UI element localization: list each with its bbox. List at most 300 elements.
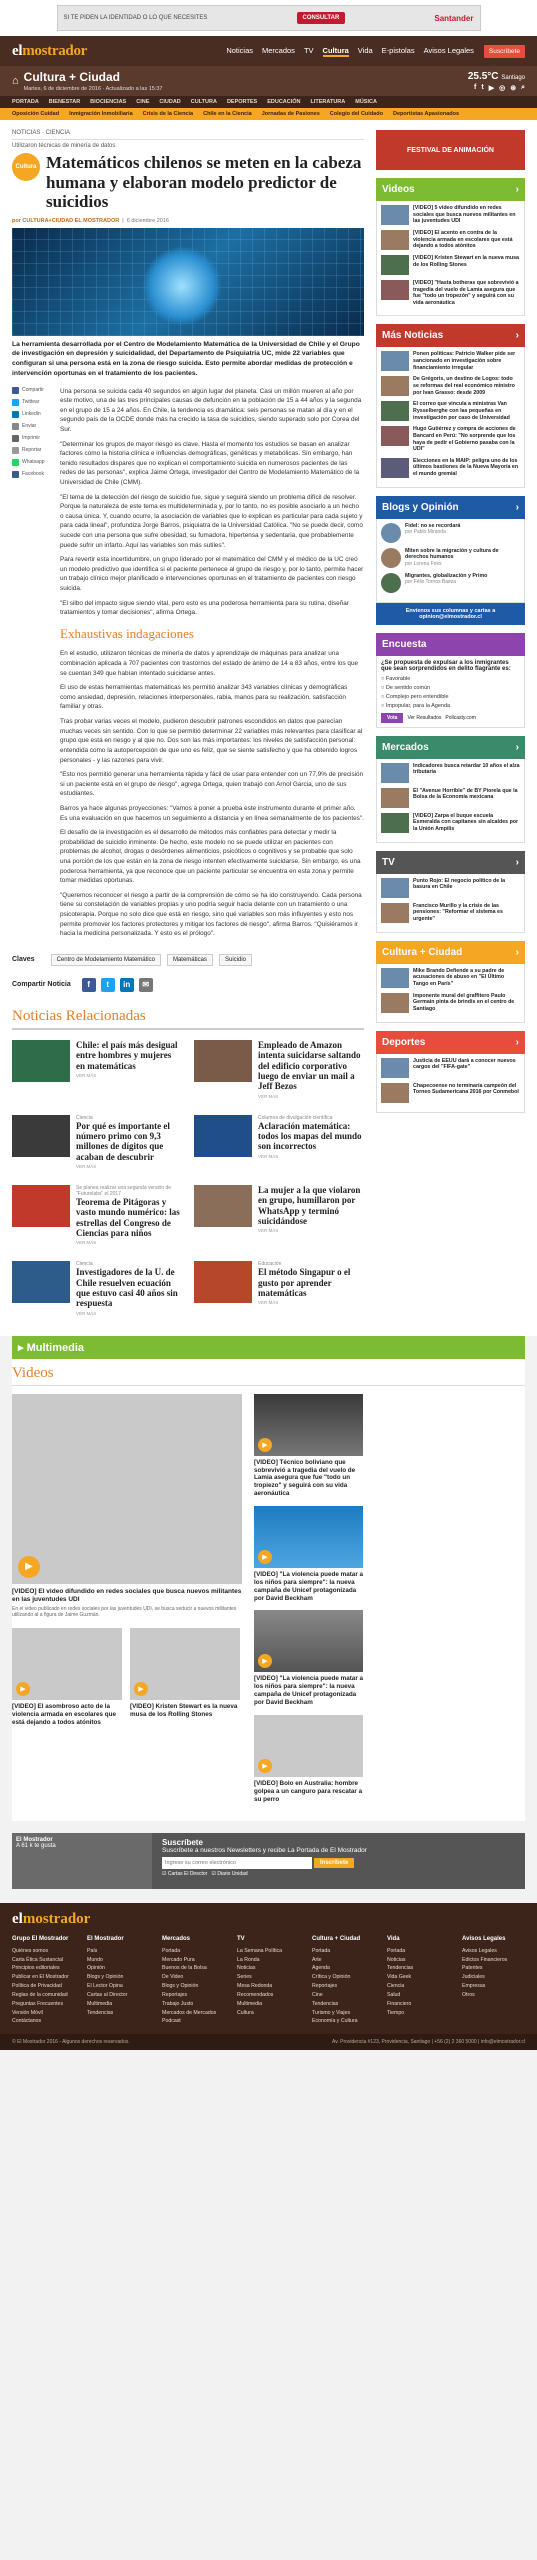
sidebar-thumbnail[interactable] — [381, 230, 409, 250]
footer-link[interactable]: Quiénes somos — [12, 1947, 49, 1954]
footer-link[interactable]: Empresas — [462, 1983, 486, 1990]
section-nav-item[interactable]: CIUDAD — [159, 99, 181, 105]
poll-option[interactable]: ○ Complejo pero entendible — [381, 693, 449, 700]
top-ad[interactable] — [0, 0, 537, 36]
sidebar-item[interactable] — [381, 280, 520, 306]
sidebar-item[interactable] — [381, 1058, 520, 1078]
related-thumbnail[interactable] — [12, 1040, 70, 1082]
share-item[interactable] — [12, 471, 52, 478]
article-paragraph: En el estudio, utilizaron técnicas de minería de datos y aprendizaje de máquinas para analizar una combinación aplicada a 707 pacientes con trastornos del estado de ánimo de 14 a 83 años, entre los que se cuentan 349 que habían intentado suicidarse antes. — [60, 650, 359, 677]
share-label: Twittear — [22, 399, 40, 406]
share-label: Reportar — [22, 447, 42, 454]
footer-link[interactable]: Publicar en El Mostrador — [12, 1974, 69, 1981]
nav-item-2[interactable]: TV — [303, 45, 314, 55]
footer-link[interactable]: Noticias — [387, 1956, 406, 1963]
footer-link[interactable]: Noticias — [237, 1965, 256, 1972]
share-item[interactable] — [12, 435, 52, 442]
share-label: Linkedin — [22, 411, 41, 418]
related-title-link[interactable]: Por qué es importante el número primo con 9,3 millones de dígitos que acaban de descubrir — [76, 1120, 170, 1162]
footer-column-title[interactable]: Vida — [387, 1936, 400, 1943]
nav-item-3[interactable]: Cultura — [322, 45, 349, 55]
footer-link[interactable]: Financiero — [387, 2000, 412, 2007]
share-icon[interactable] — [12, 447, 19, 454]
footer-link[interactable]: Tiempo — [387, 2009, 405, 2016]
section-nav-item[interactable]: EDUCACIÓN — [267, 99, 301, 105]
footer-link[interactable]: La Ronda — [237, 1956, 260, 1963]
sidebar-thumbnail[interactable] — [381, 788, 409, 808]
footer-link[interactable]: Versión Móvil — [12, 2009, 43, 2016]
share-item[interactable] — [12, 411, 52, 418]
share-icon[interactable] — [12, 435, 19, 442]
footer-column-title[interactable]: Cultura + Ciudad — [312, 1936, 361, 1943]
multimedia-section — [12, 1336, 525, 1822]
instagram-icon[interactable]: ◎ — [499, 84, 506, 92]
weather — [468, 71, 525, 92]
footer-link[interactable]: Judiciales — [462, 1974, 485, 1981]
sidebar-item[interactable] — [381, 1083, 520, 1103]
sidebar-item[interactable] — [381, 878, 520, 898]
sidebar-thumbnail[interactable] — [381, 458, 409, 478]
related-title-link[interactable]: Aclaración matemática: todos los mapas del mundo son incorrectos — [258, 1120, 362, 1152]
sidebar-thumbnail[interactable] — [381, 1058, 409, 1078]
related-item[interactable] — [12, 1185, 182, 1245]
festival-banner[interactable]: FESTIVAL DE ANIMACIÓN — [376, 130, 525, 170]
sidebar-item-title[interactable]: Elecciones en la MAIP: peligra uno de los últimos bastiones de la Nueva Mayoría en el mundo gremial — [413, 457, 519, 478]
nav-item-0[interactable]: Noticias — [226, 45, 253, 55]
related-thumbnail[interactable] — [12, 1261, 70, 1303]
share-icon[interactable] — [12, 423, 19, 430]
tv-widget-title: TV › — [376, 851, 525, 874]
footer-link[interactable]: Carta Ética Sustancial — [12, 1956, 64, 1963]
twitter-share-icon[interactable]: t — [101, 978, 115, 992]
sidebar-item[interactable] — [381, 255, 520, 275]
footer-link[interactable]: Tendencias — [87, 2009, 114, 2016]
main-video[interactable] — [12, 1394, 242, 1584]
sidebar-item[interactable] — [381, 903, 520, 923]
related-item[interactable] — [12, 1040, 182, 1099]
footer-link[interactable]: Preguntas Frecuentes — [12, 2000, 64, 2007]
footer-link[interactable]: Recomendados — [237, 1991, 274, 1998]
newsletter-title: Suscríbete — [162, 1838, 203, 1848]
sidebar-item-title[interactable]: De Grégoris, un destino de Logos: todo se reformas del real económico ministro por Ivan Grasso: desde 2009 — [413, 376, 515, 396]
sidebar-thumbnail[interactable] — [381, 1083, 409, 1103]
sidebar-item-title[interactable]: Francisco Murillo y la crisis de las pensiones: "Reformar el sistema es urgente" — [413, 902, 503, 923]
twitter-icon[interactable]: t — [481, 83, 484, 91]
footer-link[interactable]: Trabajo Justo — [162, 2000, 194, 2007]
results-link[interactable]: Ver Resultados — [407, 714, 442, 721]
footer-link[interactable]: Mundo — [87, 1956, 103, 1963]
sidebar-thumbnail[interactable] — [381, 401, 409, 421]
noticias-widget-title: Más Noticias › — [376, 324, 525, 347]
footer-link[interactable]: País — [87, 1947, 98, 1954]
sidebar-item-title[interactable]: [VIDEO] Zarpa el buque escuela Esmeralda con capitanes sin alcaldes por la Unión Ampilis — [413, 812, 519, 833]
poll-option-label: Impopular, para la Agenda — [385, 702, 451, 709]
mercados-widget-title: Mercados › — [376, 736, 525, 759]
blog-avatar[interactable] — [381, 548, 401, 568]
related-title-link[interactable]: El método Singapur o el gusto por aprender matemáticas — [258, 1267, 351, 1299]
sidebar-item[interactable] — [381, 813, 520, 833]
related-more-link[interactable]: VER MÁS — [76, 1072, 97, 1078]
sidebar-item[interactable] — [381, 458, 520, 478]
footer-link[interactable]: Multimedia — [87, 2000, 113, 2007]
related-item[interactable] — [194, 1115, 364, 1169]
newsletter-opt-2[interactable]: Diario Unidad — [217, 1871, 248, 1878]
footer-link[interactable]: Mercados de Mercados — [162, 2009, 217, 2016]
video-caption[interactable]: [VIDEO] Bolo en Australia: hombre golpea a un canguro para rescatar a su perro — [254, 1779, 363, 1803]
footer-column-title[interactable]: Mercados — [162, 1936, 191, 1943]
footer-link[interactable]: Portada — [312, 1947, 331, 1954]
section-nav — [0, 96, 537, 108]
play-icon[interactable]: ▶ — [258, 1550, 272, 1564]
share-icon[interactable] — [12, 399, 19, 406]
section-nav-item[interactable]: BIENESTAR — [48, 99, 81, 105]
blog-author[interactable]: por Pablo Miranda — [405, 529, 446, 536]
footer-column-title[interactable]: Grupo El Mostrador — [12, 1936, 69, 1943]
facebook-icon[interactable]: f — [474, 83, 477, 91]
sidebar-thumbnail[interactable] — [381, 376, 409, 396]
sidebar-thumbnail[interactable] — [381, 813, 409, 833]
sidebar-item[interactable] — [381, 426, 520, 452]
footer-link[interactable]: El Lector Opina — [87, 1983, 123, 1990]
poll-option[interactable]: ○ Favorable — [381, 675, 411, 682]
footer-link[interactable]: De Video — [162, 1974, 184, 1981]
blog-avatar[interactable] — [381, 573, 401, 593]
footer-link[interactable]: Blogs y Opinión — [87, 1974, 124, 1981]
blogs-widget-title: Blogs y Opinión › — [376, 496, 525, 519]
footer-link[interactable]: Patentes — [462, 1965, 483, 1972]
footer-link[interactable]: Blogs y Opinión — [162, 1983, 199, 1990]
sidebar-item[interactable] — [381, 968, 520, 988]
sidebar-item-title[interactable]: [VIDEO] "Hasta botheras que sobrevivió a tragedia del vuelo de Lamia asegura que fue "todo un tropezón" y seguirá con su vida aeronáutica — [413, 280, 519, 306]
footer-column — [387, 1934, 450, 2026]
sidebar-item[interactable] — [381, 788, 520, 808]
related-more-link[interactable]: VER MÁS — [258, 1153, 279, 1159]
blog-title[interactable]: Migrantes, globalización y Primo — [405, 572, 488, 579]
related-thumbnail[interactable] — [194, 1261, 252, 1303]
topic-nav-item[interactable]: Crisis de la Ciencia — [142, 111, 194, 117]
related-thumbnail[interactable] — [12, 1115, 70, 1157]
blog-item[interactable] — [381, 573, 520, 593]
footer-link[interactable]: Multimedia — [237, 2000, 263, 2007]
top-ad-banner[interactable] — [57, 5, 481, 31]
video-thumbnail[interactable] — [254, 1394, 363, 1456]
video-caption[interactable]: [VIDEO] Kristen Stewart es la nueva musa de los Rolling Stones — [130, 1702, 238, 1718]
subscribe-button[interactable]: Suscríbete — [484, 45, 525, 58]
related-thumbnail[interactable] — [194, 1185, 252, 1227]
chevron-icon: › — [515, 330, 519, 342]
sidebar-thumbnail[interactable] — [381, 993, 409, 1013]
video-caption[interactable]: [VIDEO] "La violencia puede matar a los niños para siempre": la nueva campaña de Unicef protagonizada por David Beckham — [254, 1675, 364, 1707]
email-share-icon[interactable]: ✉ — [139, 978, 153, 992]
footer-column-title[interactable]: Avisos Legales — [462, 1936, 506, 1943]
newsletter-box: Suscríbete Suscríbete a nuestros Newsletters y recibe La Portada de El Mostrador Ingrese su correo electrónicoInscríbete ☑ Cartas El Director ☑ Diario Unidad — [152, 1833, 525, 1889]
share-icon[interactable] — [12, 411, 19, 418]
footer-link[interactable]: Economía y Cultura — [312, 2018, 358, 2025]
footer-link[interactable]: Reglas de la comunidad — [12, 1991, 68, 1998]
site-logo[interactable] — [12, 43, 87, 60]
video-caption[interactable]: [VIDEO] "La violencia puede matar a los niños para siempre": la nueva campaña de Unicef protagonizada por David Beckham — [254, 1571, 364, 1602]
footer-link[interactable]: Mesa Redonda — [237, 1983, 273, 1990]
topic-nav-item[interactable]: Oposición Cuidad — [12, 111, 60, 117]
blogs-cta[interactable]: Envíenos sus columnas y cartas a opinion@elmostrador.cl — [376, 603, 525, 625]
video-thumbnail[interactable] — [254, 1610, 363, 1672]
footer-link[interactable]: Principios editoriales — [12, 1965, 60, 1972]
play-icon[interactable]: ▶ — [16, 1682, 30, 1696]
footer-link[interactable]: Reportajes — [312, 1983, 338, 1990]
sidebar-item[interactable] — [381, 401, 520, 421]
footer-link[interactable]: Series — [237, 1974, 252, 1981]
article-paragraph: Tras probar varias veces el modelo, pudieron descubrir patrones escondidos en datos que parecían muchas veces sin sentido. Con lo que se permitió determinar 22 variables más relevantes para clasificar al grupo que está en riesgo y al que no. Dos son las más importantes: los niveles de satisfacción personal: entendida como la autopercepción de que uno es feliz, que se siente satisfecho y que ha obtenido logros personales - y las razones para vivir. — [60, 718, 363, 764]
related-title-link[interactable]: Investigadores de la U. de Chile resuelven ecuación que estuvo casi 40 años sin respuesta — [76, 1267, 178, 1309]
blog-item[interactable] — [381, 523, 520, 543]
sidebar-thumbnail[interactable] — [381, 280, 409, 300]
breadcrumb[interactable]: NOTICIAS · CIENCIA — [12, 130, 364, 140]
blog-avatar[interactable] — [381, 523, 401, 543]
topic-nav-item[interactable]: Deportistas Apasionados — [392, 111, 460, 117]
share-item[interactable] — [12, 399, 52, 406]
related-more-link[interactable]: VER MÁS — [258, 1300, 279, 1306]
topic-nav-item[interactable]: Chile en la Ciencia — [203, 111, 252, 117]
deportes-widget — [376, 1031, 525, 1113]
main-video-caption[interactable]: [VIDEO] El video difundido en redes sociales que busca nuevos militantes en las juventudes UDI — [12, 1587, 242, 1603]
tag-link[interactable]: Matemáticas — [167, 954, 213, 966]
video-item[interactable] — [254, 1394, 363, 1498]
sidebar-thumbnail[interactable] — [381, 903, 409, 923]
category-badge[interactable]: Cultura — [12, 153, 40, 181]
sidebar-item-title[interactable]: Indicadores busca retardar 10 años el alza tributaria — [413, 762, 520, 776]
sidebar-item-title[interactable]: Punto Rojo: El negocio político de la basura en Chile — [413, 877, 506, 891]
newsletter-opt-1[interactable]: Cartas El Director — [167, 1871, 208, 1878]
section-nav-item[interactable]: MÚSICA — [355, 99, 377, 105]
related-category: Ciencia — [76, 1261, 93, 1268]
related-item[interactable] — [12, 1261, 182, 1315]
section-title[interactable]: Cultura + Ciudad — [23, 70, 120, 84]
footer-column-title[interactable]: El Mostrador — [87, 1936, 124, 1943]
sidebar-item-title[interactable]: Imponente mural del graffitero Paulo Germain pinta de brindis en el centro de Santiago — [413, 992, 515, 1013]
video-thumbnail[interactable] — [254, 1715, 363, 1777]
related-grid — [12, 1040, 364, 1316]
related-title-link[interactable]: Chile: el país más desigual entre hombres y mujeres en matemáticas — [76, 1039, 178, 1071]
social-links — [468, 84, 525, 92]
related-more-link[interactable]: VER MÁS — [76, 1163, 97, 1169]
sidebar-item-title[interactable]: Hugo Gutiérrez y compra de acciones de Bancard en Perú: "No sorprende que los haya de pedir el Gobierno pasaba con la UDI" — [413, 426, 516, 453]
footer-link[interactable]: Salud — [387, 1991, 401, 1998]
poll-option-label: De sentido común — [385, 684, 431, 691]
related-more-link[interactable]: VER MÁS — [258, 1228, 279, 1234]
sidebar-item-title[interactable]: Mike Brando Defiende a su padre de acusaciones de abuso en "El Último Tango en París" — [413, 967, 505, 988]
footer-link[interactable]: Cultura — [237, 2009, 254, 2016]
vote-button[interactable]: Vota — [381, 713, 403, 723]
facebook-share-icon[interactable]: f — [82, 978, 96, 992]
sidebar-item-title[interactable]: Justicia de EEUU dará a conocer nuevos cargos del "FIFA-gate" — [413, 1057, 516, 1071]
related-thumbnail[interactable] — [12, 1185, 70, 1227]
byline: por CULTURA+CIUDAD EL MOSTRADOR | 6 diciembre 2016 — [12, 217, 169, 224]
footer-link[interactable]: Vida Geek — [387, 1974, 412, 1981]
chevron-icon: › — [515, 184, 519, 195]
footer-link[interactable]: Ciencia — [387, 1983, 405, 1990]
related-thumbnail[interactable] — [194, 1115, 252, 1157]
share-item[interactable] — [12, 459, 52, 466]
ad-cta-button[interactable]: CONSULTAR — [297, 12, 346, 24]
home-icon[interactable]: ⌂ — [12, 75, 19, 87]
footer-link[interactable]: Otros — [462, 1991, 475, 1998]
video-thumbnail[interactable] — [254, 1506, 363, 1568]
footer-link[interactable]: La Semana Política — [237, 1947, 282, 1954]
footer-link[interactable]: Tendencias — [387, 1965, 414, 1972]
sidebar-thumbnail[interactable] — [381, 255, 409, 275]
footer-link[interactable]: Portada — [162, 1947, 181, 1954]
newsletter-submit-button[interactable]: Inscríbete — [314, 1858, 354, 1868]
tags — [12, 954, 364, 966]
author[interactable]: por CULTURA+CIUDAD EL MOSTRADOR — [12, 217, 120, 224]
footer-link[interactable]: Edictos Financieros — [462, 1956, 508, 1963]
poll-source: Pollcasty.com — [445, 714, 476, 721]
nav-item-5[interactable]: E-pistolas — [381, 45, 415, 55]
footer-link[interactable]: Portada — [387, 1947, 406, 1954]
related-more-link[interactable]: VER MÁS — [258, 1093, 279, 1099]
footer-link[interactable]: Turismo y Viajes — [312, 2009, 351, 2016]
related-title-link[interactable]: Teorema de Pitágoras y vasto mundo numérico: las estrellas del Congreso de Ciencias para niños — [76, 1196, 180, 1238]
linkedin-share-icon[interactable]: in — [120, 978, 134, 992]
article-paragraph: El uso de estas herramientas matemáticas les permitió analizar 343 variables clínicas y demográficas como ansiedad, depresión, relaciones interpersonales, rabia, manos para su realización, satisfacción familiar y otras. — [60, 684, 348, 711]
blog-author[interactable]: por Lorena Fries — [405, 561, 442, 568]
sidebar-thumbnail[interactable] — [381, 968, 409, 988]
video-item[interactable] — [254, 1610, 363, 1706]
blog-author[interactable]: por Félix Tornos Baeza — [405, 579, 457, 586]
related-title-link[interactable]: Empleado de Amazon intenta suicidarse saltando del edificio corporativo luego de enviar un mail a Jeff Bezos — [258, 1039, 361, 1092]
video-thumbnail[interactable] — [12, 1628, 122, 1700]
footer-link[interactable]: Política de Privacidad — [12, 1983, 62, 1990]
share-item[interactable] — [12, 423, 52, 430]
video-caption[interactable]: [VIDEO] El asombroso acto de la violencia armada en escolares que está dejando a todos atónitos — [12, 1702, 116, 1726]
video-item[interactable] — [12, 1628, 122, 1727]
sidebar-item[interactable] — [381, 763, 520, 783]
sidebar-item[interactable] — [381, 230, 520, 250]
sidebar-item[interactable] — [381, 376, 520, 396]
footer-link[interactable]: Cine — [312, 1991, 323, 1998]
related-item[interactable] — [194, 1185, 364, 1245]
video-item[interactable] — [254, 1715, 363, 1804]
play-icon[interactable]: ▶ — [134, 1682, 148, 1696]
footer-link[interactable]: Tendencias — [312, 2000, 339, 2007]
share-icon[interactable] — [12, 471, 19, 478]
hero-image — [12, 228, 364, 336]
section-nav-item[interactable]: CINE — [136, 99, 150, 105]
newsletter-email-input[interactable] — [162, 1857, 312, 1869]
sidebar-thumbnail[interactable] — [381, 426, 409, 446]
video-thumbnail[interactable] — [130, 1628, 240, 1700]
section-nav-item[interactable]: BIOCIENCIAS — [90, 99, 127, 105]
topic-nav-item[interactable]: Inmigración Inmobiliaria — [69, 111, 133, 117]
rss-icon[interactable]: ⊛ — [510, 84, 517, 92]
related-thumbnail[interactable] — [194, 1040, 252, 1082]
play-icon[interactable]: ▶ — [18, 1556, 40, 1578]
footer-column-title[interactable]: TV — [237, 1936, 245, 1943]
section-nav-item[interactable]: CULTURA — [190, 99, 217, 105]
footer-link[interactable]: Cartas al Director — [87, 1991, 128, 1998]
sidebar-item-title[interactable]: [VIDEO] 5 video difundido en redes sociales que busca nuevos militantes en las juventudes UDI — [413, 205, 516, 225]
nav-item-4[interactable]: Vida — [357, 45, 373, 55]
blog-item[interactable] — [381, 548, 520, 568]
section-nav-item[interactable]: LITERATURA — [310, 99, 346, 105]
tag-link[interactable]: Centro de Modelamiento Matemático — [51, 954, 161, 966]
sidebar-item-title[interactable]: El correo que vincula a ministras Van Rysselberghe con las pequeñas en investigación por caso de Universidad — [413, 401, 510, 421]
youtube-icon[interactable]: ▶ — [488, 84, 495, 92]
play-icon[interactable]: ▶ — [258, 1759, 272, 1773]
video-caption[interactable]: [VIDEO] Técnico boliviano que sobrevivió a tragedia del vuelo de Lamia asegura que fue "todo un tropiezo" y seguirá con su vida aeronáutica — [254, 1458, 356, 1498]
play-icon[interactable]: ▶ — [258, 1438, 272, 1452]
sidebar-thumbnail[interactable] — [381, 205, 409, 225]
footer-link[interactable]: Contáctanos — [12, 2018, 42, 2025]
poll-option[interactable]: ○ Impopular, para la Agenda — [381, 702, 451, 709]
facebook-box[interactable]: El Mostrador A 61 k te gusta — [12, 1833, 152, 1889]
footer-link[interactable]: Crítica y Opinión — [312, 1974, 351, 1981]
share-item[interactable] — [12, 447, 52, 454]
sidebar-item-title[interactable]: El "Avenue Horrible" de BY Piorela que la Bolsa de la Economía mexicana — [413, 787, 518, 801]
topic-nav-item[interactable]: Colegio del Cuidado — [329, 111, 383, 117]
search-icon[interactable]: ⌕ — [521, 83, 525, 91]
sidebar-thumbnail[interactable] — [381, 763, 409, 783]
related-item[interactable] — [194, 1040, 364, 1099]
footer-link[interactable]: Avisos Legales — [462, 1947, 497, 1954]
related-item[interactable] — [194, 1261, 364, 1315]
sidebar-item-title[interactable]: [VIDEO] Kristen Stewart en la nueva musa de los Rolling Stones — [413, 255, 519, 268]
section-nav-item[interactable]: PORTADA — [12, 99, 39, 105]
poll-option[interactable]: ○ De sentido común — [381, 684, 431, 691]
footer-link[interactable]: Mercado Pura — [162, 1956, 195, 1963]
address: Av. Providencia #123, Providencia, Santiago | +56 (2) 2 360 5000 | info@elmostrador.cl — [331, 2039, 525, 2046]
blog-title[interactable]: Miten sobre la migración y cultura de derechos humanos — [405, 547, 499, 561]
footer-link[interactable]: Podcast — [162, 2018, 181, 2025]
sidebar-thumbnail[interactable] — [381, 351, 409, 371]
related-category: Se planea realizar una segunda versión de "Futurelabs" el 2017 — [76, 1184, 172, 1197]
sidebar-item-title[interactable]: [VIDEO] El acento en contra de la violencia armada en escolares que está dejando a todos atónitos — [413, 230, 513, 250]
footer-link[interactable]: Buenos de la Bolsa — [162, 1965, 207, 1972]
play-icon[interactable]: ▶ — [258, 1654, 272, 1668]
sidebar-item[interactable] — [381, 205, 520, 225]
footer-link[interactable]: Opinión — [87, 1965, 105, 1972]
share-bar — [12, 978, 364, 992]
tag-link[interactable]: Suicidio — [219, 954, 252, 966]
sidebar-item-title[interactable]: Ponen políticas: Patricio Walker pide ser sancionado en investigación sobre financiamiento irregular — [413, 351, 516, 371]
nav-item-1[interactable]: Mercados — [262, 45, 295, 55]
footer-column — [462, 1934, 525, 2026]
topic-nav-item[interactable]: Jornadas de Pasiones — [261, 111, 320, 117]
share-icon[interactable] — [12, 459, 19, 466]
share-icon[interactable] — [12, 387, 19, 394]
multimedia-bar[interactable]: ▸ Multimedia — [12, 1336, 525, 1359]
share-item[interactable] — [12, 387, 52, 394]
footer-link[interactable]: Agenda — [312, 1965, 330, 1972]
footer-logo[interactable]: elmostrador — [12, 1911, 91, 1928]
sidebar-thumbnail[interactable] — [381, 878, 409, 898]
related-more-link[interactable]: VER MÁS — [76, 1240, 97, 1246]
footer-link[interactable]: Arte — [312, 1956, 322, 1963]
video-item[interactable] — [130, 1628, 240, 1727]
related-category: Educación — [258, 1261, 282, 1268]
sidebar-item-title[interactable]: Chapecoense no terminaría campeón del Torneo Sudamericana 2016 por Conmebol — [413, 1082, 519, 1096]
nav-item-6[interactable]: Avisos Legales — [423, 45, 474, 55]
related-item[interactable] — [12, 1115, 182, 1169]
blog-title[interactable]: Fidel: no se recordará — [405, 522, 461, 529]
section-nav-item[interactable]: DEPORTES — [226, 99, 258, 105]
footer-link[interactable]: Reportajes — [162, 1991, 188, 1998]
video-item[interactable] — [254, 1506, 363, 1602]
sidebar-item[interactable] — [381, 993, 520, 1013]
sidebar-item[interactable] — [381, 351, 520, 371]
related-title-link[interactable]: La mujer a la que violaron en grupo, humillaron por WhatsApp y terminó suicidándose — [258, 1184, 361, 1226]
related-more-link[interactable]: VER MÁS — [76, 1310, 97, 1316]
